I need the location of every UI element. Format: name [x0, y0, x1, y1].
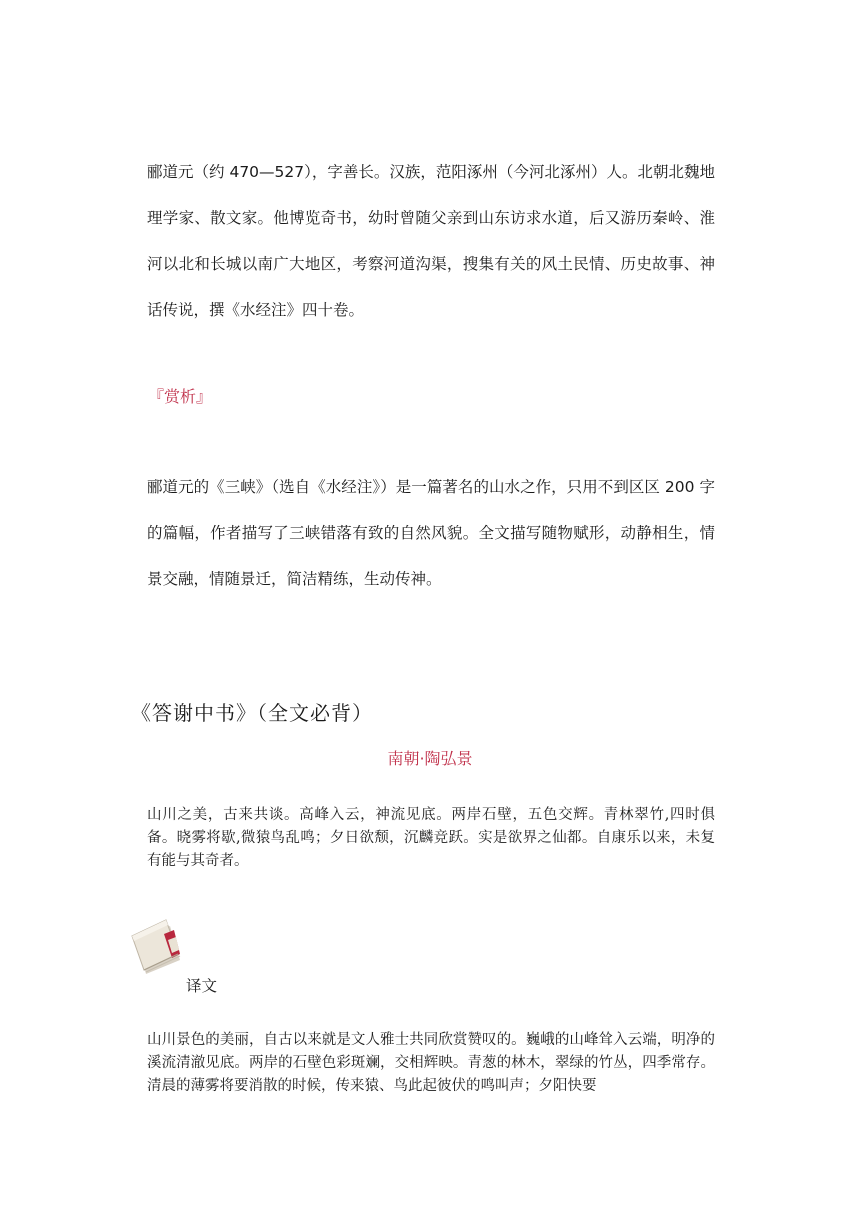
poem-author: 南朝·陶弘景: [387, 749, 473, 768]
appreciation-text: 郦道元的《三峡》（选自《水经注》）是一篇著名的山水之作，只用不到区区 200 字的篇幅，作者描写了三峡错落有致的自然风貌。全文描写随物赋形，动静相生，情景交融，情随景迁，简洁精练，生动传神。: [147, 478, 715, 588]
translation-text: 山川景色的美丽，自古以来就是文人雅士共同欣赏赞叹的。巍峨的山峰耸入云端，明净的溪流清澈见底。两岸的石壁色彩斑斓，交相辉映。青葱的林木，翠绿的竹丛，四季常存。清晨的薄雾将要消散的时候，传来猿、鸟此起彼伏的鸣叫声；夕阳快要: [147, 1032, 715, 1094]
appreciation-heading: 『赏析』: [148, 387, 213, 406]
translation-label: 译文: [186, 977, 218, 995]
author-biography: 郦道元（约 470—527），字善长。汉族，范阳涿州（今河北涿州）人。北朝北魏地理学家、散文家。他博览奇书，幼时曾随父亲到山东访求水道，后又游历秦岭、淮河以北和长城以南广大地区，考察河道沟渠，搜集有关的风土民情、历史故事、神话传说，撰《水经注》四十卷。: [147, 163, 715, 319]
poem-text: 山川之美，古来共谈。高峰入云，神流见底。两岸石壁，五色交辉。青林翠竹,四时俱备。晓雾将歇,微猿鸟乱鸣；夕日欲颓，沉麟竞跃。实是欲界之仙都。自康乐以来，未复有能与其奇者。: [147, 807, 715, 869]
poem-title: 《答谢中书》（全文必背）: [131, 701, 373, 725]
notebook-icon: [130, 916, 186, 978]
